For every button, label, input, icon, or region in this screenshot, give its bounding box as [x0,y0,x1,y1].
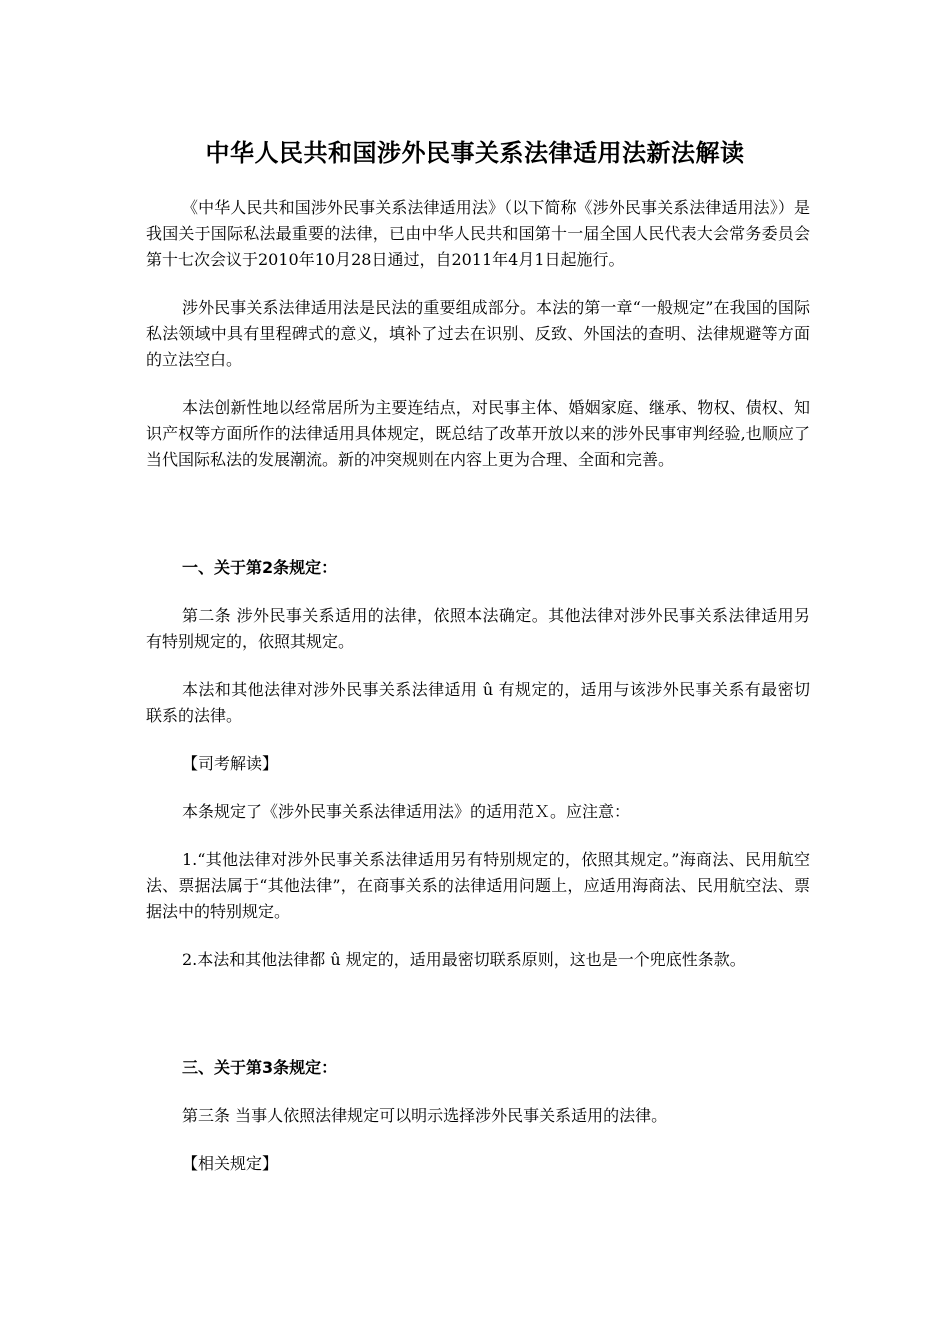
section-heading-article-2: 一、关于第2条规定： [182,558,338,577]
section-spacer [146,995,810,1055]
document-title: 中华人民共和国涉外民事关系法律适用法新法解读 [205,139,745,167]
interpretation-point-2: 2.本法和其他法律都 û 规定的，适用最密切联系原则，这也是一个兜底性条款。 [182,950,746,969]
intro-paragraph-2: 涉外民事关系法律适用法是民法的重要组成部分。本法的第一章“一般规定”在我国的国际私法领域中具有里程碑式的意义，填补了过去在识别、反致、外国法的查明、法律规避等方面的立法空白。 [146,298,810,369]
document-body [146,195,810,1199]
article-2-paragraph-2: 本法和其他法律对涉外民事关系法律适用 û 有规定的，适用与该涉外民事关系有最密切联系的法律。 [146,680,810,725]
intro-paragraph-3: 本法创新性地以经常居所为主要连结点，对民事主体、婚姻家庭、继承、物权、债权、知识产权等方面所作的法律适用具体规定，既总结了改革开放以来的涉外民事审判经验,也顺应了当代国际私法的发展潮流。新的冲突规则在内容上更为合理、全面和完善。 [146,398,810,469]
related-provisions-label: 【相关规定】 [182,1154,279,1173]
intro-paragraph-1: 《中华人民共和国涉外民事关系法律适用法》（以下简称《涉外民事关系法律适用法》）是我国关于国际私法最重要的法律，已由中华人民共和国第十一届全国人民代表大会常务委员会第十七次会议于2010年10月28日通过，自2011年4月1日起施行。 [146,198,810,269]
article-2-text: 第二条 涉外民事关系适用的法律，依照本法确定。其他法律对涉外民事关系法律适用另有特别规定的，依照其规定。 [146,606,810,651]
interpretation-intro: 本条规定了《涉外民事关系法律适用法》的适用范Ｘ。应注意： [182,802,631,821]
section-heading-article-3: 三、关于第3条规定： [182,1058,338,1077]
exam-interpretation-label: 【司考解读】 [182,754,279,773]
section-spacer [146,495,810,555]
article-3-text: 第三条 当事人依照法律规定可以明示选择涉外民事关系适用的法律。 [182,1106,668,1125]
interpretation-point-1: 1.“其他法律对涉外民事关系法律适用另有特别规定的，依照其规定。”海商法、民用航空法、票据法属于“其他法律”，在商事关系的法律适用问题上，应适用海商法、民用航空法、票据法中的特别规定。 [146,850,810,921]
